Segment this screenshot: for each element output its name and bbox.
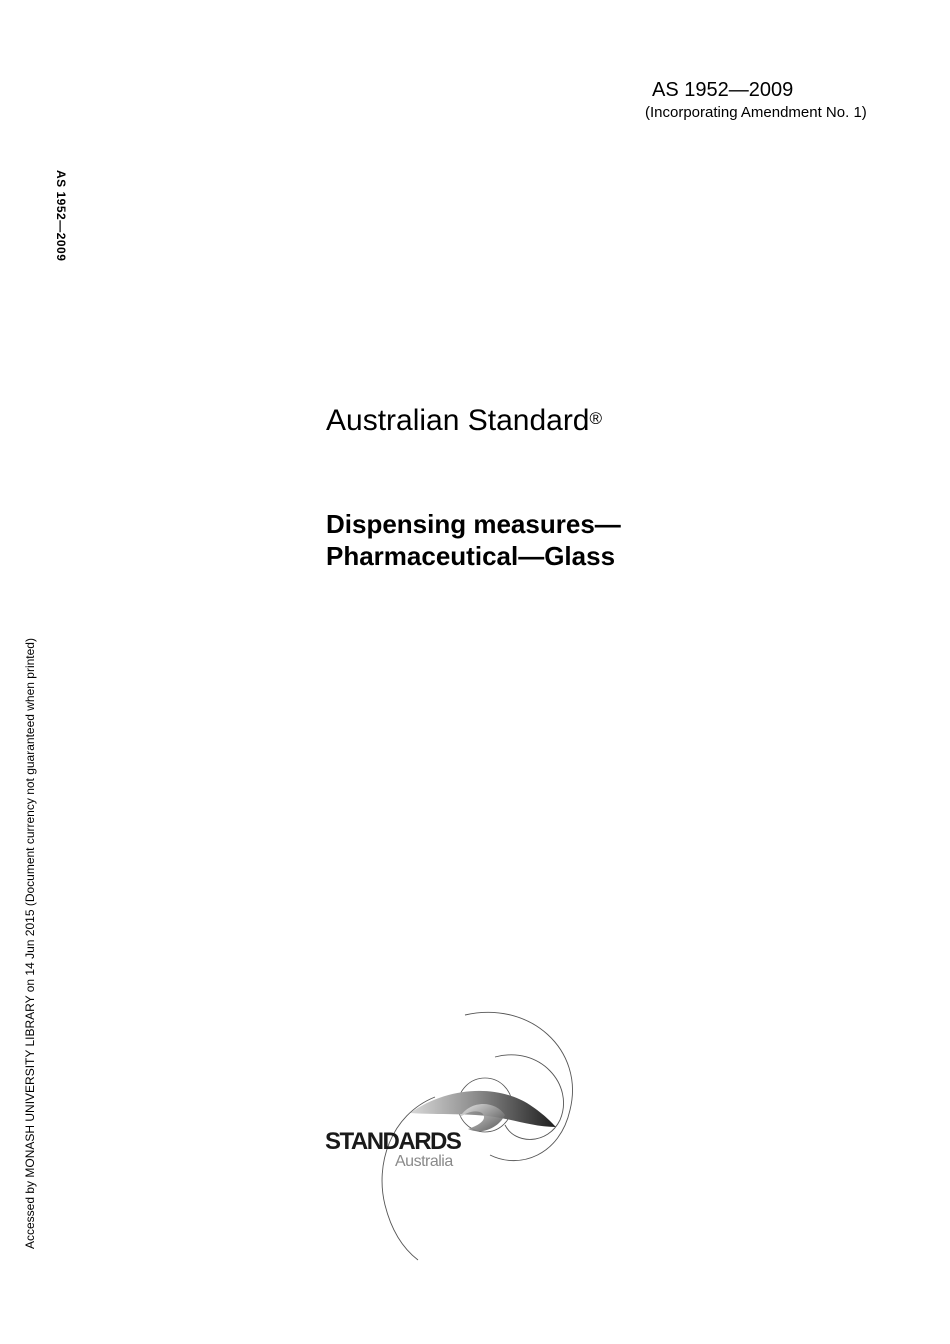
document-title (326, 508, 621, 572)
amendment-note: (Incorporating Amendment No. 1) (645, 104, 867, 121)
access-note-text: Accessed by MONASH UNIVERSITY LIBRARY on 14 Jun 2015 (Document currency not guaranteed when printed) (23, 638, 37, 1249)
logo-wordmark: STANDARDS (325, 1128, 461, 1155)
document-title-line2: Pharmaceutical—Glass (326, 541, 616, 571)
brand-title-text: Australian Standard (326, 404, 590, 437)
logo-lower-arc (382, 1097, 435, 1260)
standard-number: AS 1952—2009 (652, 79, 794, 101)
registered-mark: ® (589, 409, 603, 428)
access-note (22, 597, 42, 1249)
spine-label: AS 1952—2009 (54, 170, 68, 262)
logo-large-arc (465, 1012, 572, 1160)
logo-subtitle: Australia (395, 1153, 453, 1170)
brand-title (326, 402, 602, 440)
standards-australia-logo (320, 1005, 590, 1270)
document-title-line1: Dispensing measures— (326, 509, 621, 539)
